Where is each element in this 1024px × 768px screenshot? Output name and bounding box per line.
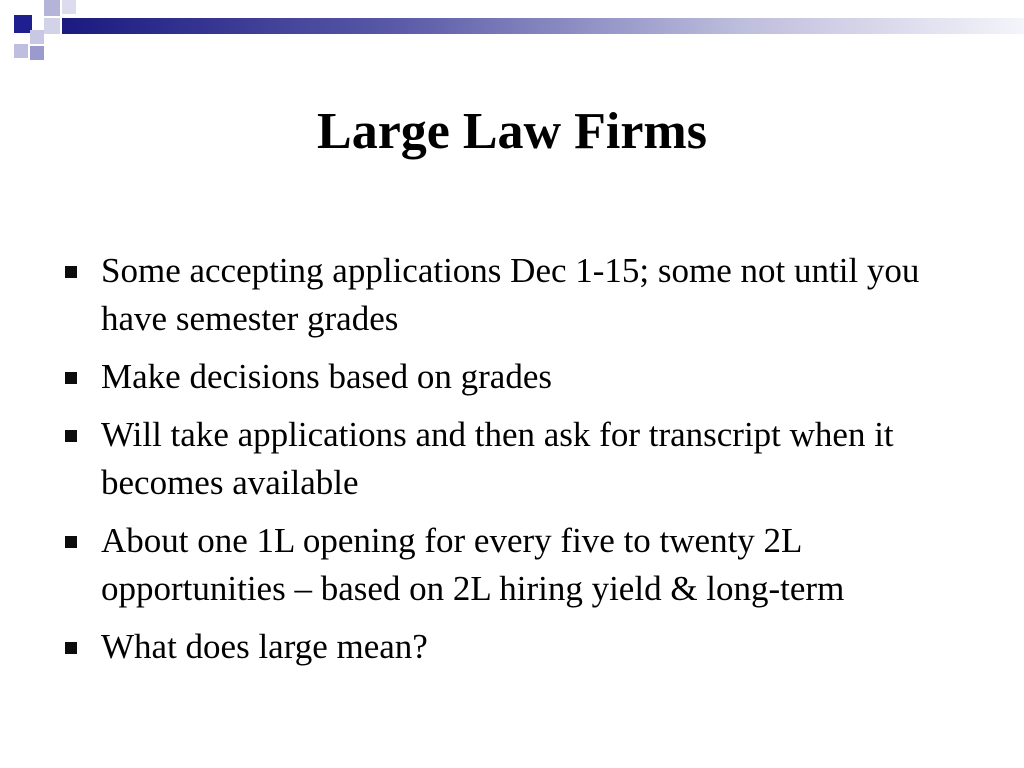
header-square (62, 0, 76, 14)
bullet-item (62, 247, 962, 343)
square-bullet-icon (65, 642, 77, 654)
bullet-item (62, 353, 962, 401)
bullet-text: Will take applications and then ask for transcript when it becomes available (101, 415, 894, 502)
header-square (44, 0, 60, 16)
bullet-text: What does large mean? (101, 627, 428, 666)
header-square (44, 18, 60, 34)
slide-title: Large Law Firms (317, 103, 707, 160)
header-square (14, 44, 28, 58)
bullet-text: Some accepting applications Dec 1-15; some not until you have semester grades (101, 251, 920, 338)
header-decoration (0, 0, 1024, 62)
square-bullet-icon (65, 266, 77, 278)
header-gradient-bar (62, 18, 1024, 34)
square-bullet-icon (65, 372, 77, 384)
header-square (30, 46, 44, 60)
header-square (14, 15, 32, 33)
header-square (30, 30, 44, 44)
bullet-item (62, 623, 962, 671)
square-bullet-icon (65, 430, 77, 442)
square-bullet-icon (65, 536, 77, 548)
bullet-item (62, 411, 962, 507)
bullet-item (62, 517, 962, 613)
bullet-text: Make decisions based on grades (101, 357, 552, 396)
bullet-text: About one 1L opening for every five to twenty 2L opportunities – based on 2L hiring yield & long-term (101, 521, 845, 608)
bullet-list (62, 247, 962, 681)
